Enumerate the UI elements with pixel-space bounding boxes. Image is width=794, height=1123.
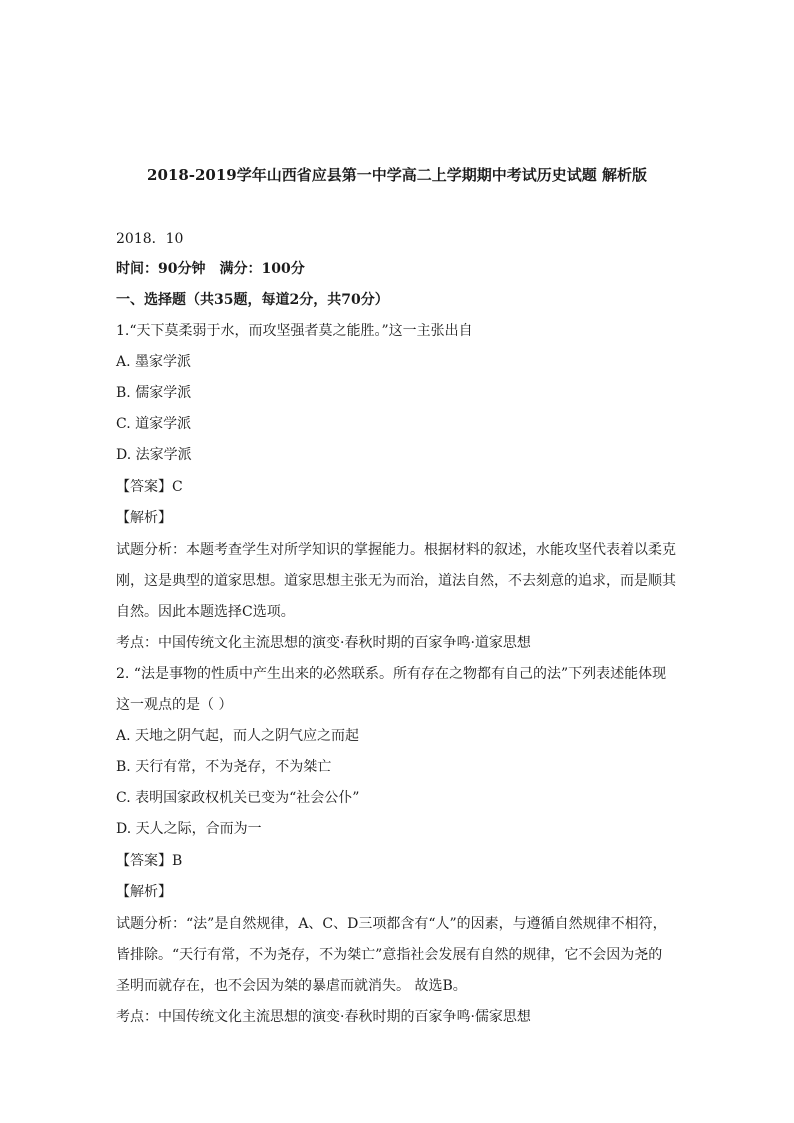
q2-analysis-line: 圣明而就存在，也不会因为桀的暴虐而就消失。 故选B。 [116,978,467,994]
q1-option-a: A. 墨家学派 [116,354,192,370]
q2-option-a: A. 天地之阴气起，而人之阴气应之而起 [116,728,360,744]
q2-stem-line: 这一观点的是（ ） [116,697,233,713]
exam-time-score: 时间：90分钟 满分：100分 [116,261,305,277]
q1-analysis-line: 自然。因此本题选择C选项。 [116,604,295,620]
q1-option-c: C. 道家学派 [116,416,192,432]
q2-option-d: D. 天人之际，合而为一 [116,821,262,837]
q2-option-c: C. 表明国家政权机关已变为“社会公仆” [116,790,360,806]
q1-stem: 1.“天下莫柔弱于水，而攻坚强者莫之能胜。”这一主张出自 [116,323,473,339]
q2-analysis-label: 【解析】 [116,884,172,900]
q1-analysis-line: 试题分析：本题考查学生对所学知识的掌握能力。根据材料的叙述，水能攻坚代表着以柔克 [116,542,676,558]
section-heading: 一、选择题（共35题，每道2分，共70分） [116,292,389,308]
q2-analysis-line: 试题分析：“法”是自然规律，A、C、D三项都含有“人”的因素，与遵循自然规律不相符， [116,916,667,932]
q1-analysis-label: 【解析】 [116,510,172,526]
q2-answer: 【答案】B [116,853,183,869]
q1-answer: 【答案】C [116,479,183,495]
q1-option-b: B. 儒家学派 [116,385,192,401]
q1-analysis-line: 刚，这是典型的道家思想。道家思想主张无为而治，道法自然，不去刻意的追求，而是顺其 [116,573,676,589]
exam-date: 2018．10 [116,231,184,247]
q2-analysis-line: 皆排除。“天行有常，不为尧存，不为桀亡”意指社会发展有自然的规律，它不会因为尧的 [116,947,663,963]
q2-option-b: B. 天行有常，不为尧存，不为桀亡 [116,759,332,775]
q2-stem-line: 2. “法是事物的性质中产生出来的必然联系。所有存在之物都有自己的法”下列表述能体现 [116,666,667,682]
q1-option-d: D. 法家学派 [116,447,192,463]
document-title: 2018-2019学年山西省应县第一中学高二上学期期中考试历史试题 解析版 [147,166,647,184]
q1-exam-point: 考点：中国传统文化主流思想的演变·春秋时期的百家争鸣·道家思想 [116,635,531,651]
q2-exam-point: 考点：中国传统文化主流思想的演变·春秋时期的百家争鸣·儒家思想 [116,1009,531,1025]
